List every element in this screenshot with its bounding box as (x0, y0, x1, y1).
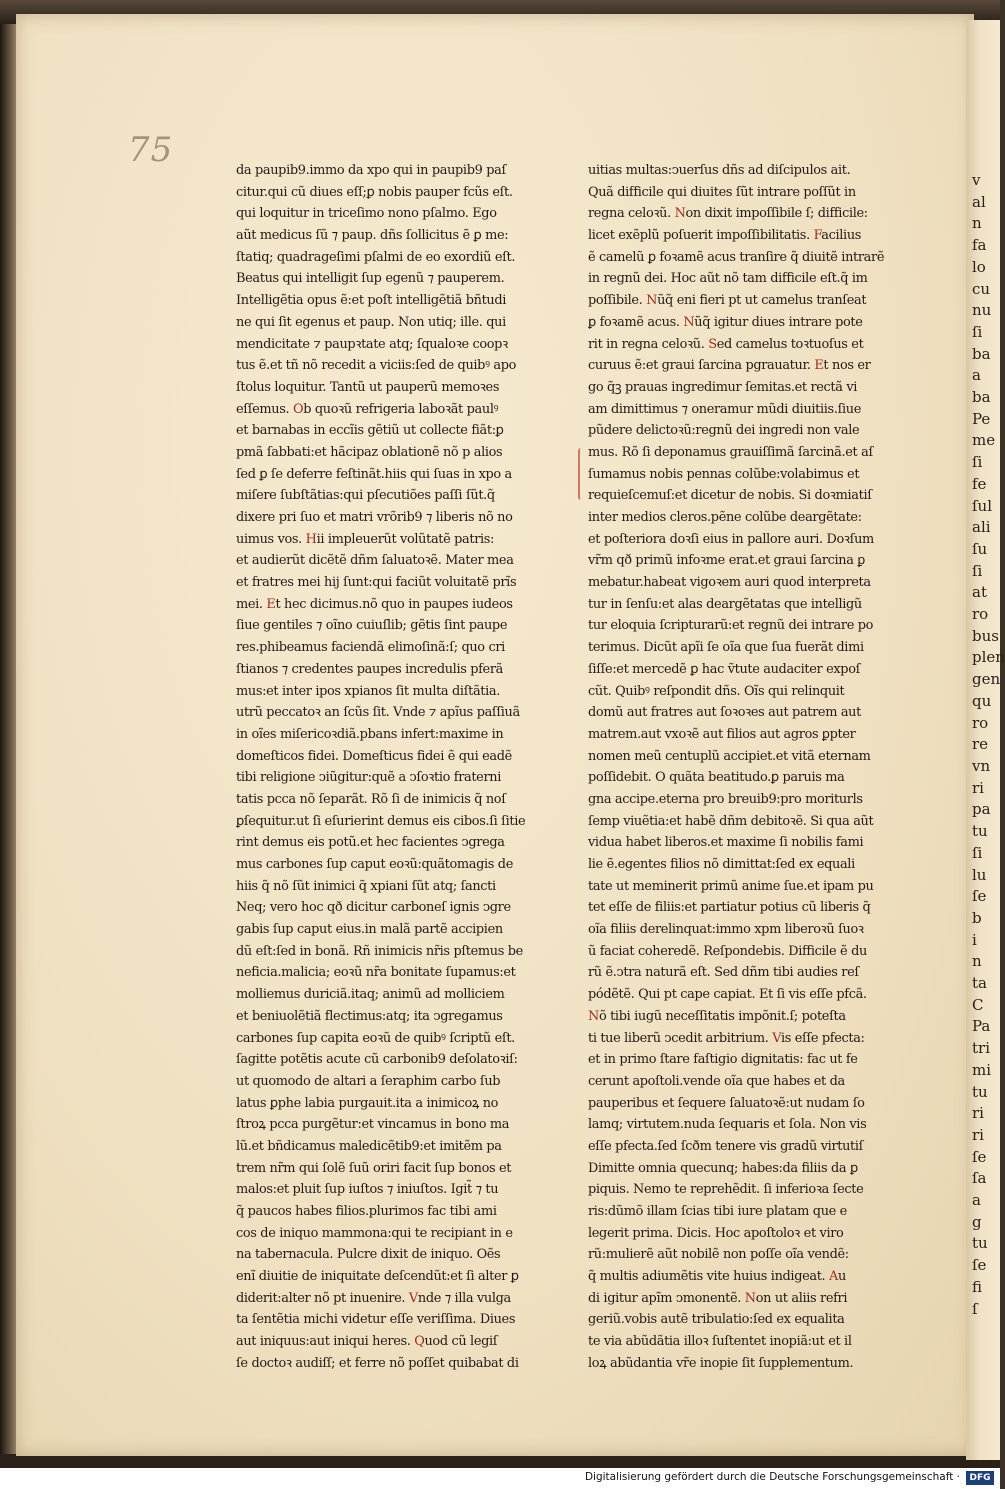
text-line: malos:et pluit ſup iuſtos ⁊ iniuſtos. Igit̃ ⁊ tu (236, 1182, 499, 1198)
text-line: dũ eſt:ſed in bonã. Rñ inimicis nr̃is pſtemus be (236, 943, 523, 959)
text-line: geriũ.vobis autẽ tribulatio:ſed ex equalita (588, 1312, 845, 1328)
text-line: in oĩes miſericoꝛdiã.pbans infert:maxime in (236, 726, 504, 742)
text-line: mendicitate ⁊ paupꝛtate atq; ſqualoꝛe coopꝛ (236, 336, 508, 352)
edge-fragment: ro (972, 605, 989, 624)
edge-fragment: n (972, 952, 982, 971)
text-line: molliemus duriciã.itaq; animũ ad molliciem (236, 987, 505, 1003)
text-line: ſemp viuẽtia:et habẽ dñm debitoꝛẽ. Si qua aũt (588, 813, 874, 829)
text-line: dixere pri ſuo et matri vrõrib9 ⁊ liberis nõ no (236, 510, 513, 525)
text-line: tur eloquia ſcripturarũ:et regnũ dei intrare po (588, 618, 874, 634)
text-line: q̃ multis adiumẽtis vite huius indigeat. Au (588, 1269, 846, 1285)
edge-fragment: lu (972, 865, 987, 884)
text-line: terimus. Dicũt apĩi ſe oĩa que ſua fuerãt dimi (588, 640, 864, 656)
text-line: tet eſſe de filiis:et partiatur potius cũ liberis q̃ (588, 900, 871, 916)
text-line: et fratres mei hij ſunt:qui faciũt voluitatẽ prĩs (236, 575, 517, 591)
edge-fragment: pa (972, 800, 991, 819)
text-line: gna accipe.eterna pro breuib9:pro moriturls (588, 791, 863, 807)
text-line: ſed ꝑ ſe deferre feſtinãt.hiis qui ſuas in xpo a (236, 466, 512, 482)
edge-fragment: ro (972, 713, 989, 732)
edge-fragment: lo (972, 257, 986, 276)
edge-fragment: ri (972, 1104, 984, 1123)
text-line: domũ aut fratres aut ſoꝛoꝛes aut patrem aut (588, 705, 861, 721)
text-line: rũ ẽ.ↄtra naturã eſt. Sed dñm tibi audies reſ (588, 965, 859, 981)
text-line: uitias multas:ↄuerſus dñs ad diſcipulos ait. (588, 163, 851, 178)
edge-fragment: ſi (972, 561, 983, 580)
text-line: mus carbones ſup caput eoꝛũ:quãtomagis de (236, 857, 513, 872)
edge-fragment: ſe (972, 1256, 987, 1275)
text-line: utrũ peccatoꝛ an ſcũs ſit. Vnde ⁊ apĩus paſſiuã (236, 705, 520, 721)
text-line: legerit prima. Dicis. Hoc apoſtoloꝛ et viro (588, 1225, 844, 1241)
text-line: tus ẽ.et tñ nõ recedit a viciis:ſed de quibꝰ apo (236, 358, 517, 374)
edge-fragment: ba (972, 388, 991, 407)
edge-fragment: fe (972, 474, 987, 493)
text-line: gabis ſup caput eius.in malã partẽ accipien (236, 922, 503, 938)
text-line: et in primo ſtare faſtigio dignitatis: fac ut fe (588, 1052, 858, 1068)
text-line: domeſticos fidei. Domeſticus fidei ẽ qui eadẽ (236, 748, 512, 764)
margin-mark (578, 448, 586, 500)
text-line: res.phibeamus faciendã elimoſinã:ſ; quo cri (236, 640, 505, 656)
text-line: lamq; virtutem.nuda ſequaris et ſola. Non vis (588, 1117, 867, 1133)
edge-fragment: Pe (972, 409, 991, 428)
edge-fragment: tri (972, 1039, 990, 1058)
edge-fragment: ſul (972, 496, 993, 515)
text-line: ꝑſequitur.ut ſi eſurierint demus eis cibos.ſi ſitie (236, 813, 526, 829)
edge-fragment: nu (972, 301, 992, 320)
text-line: loꝝ abũdantia vr̃e inopie ſit ſupplementum. (588, 1355, 854, 1371)
edge-fragment: tu (972, 1082, 988, 1101)
text-line: aũt medicus ſũ ⁊ paup. dñs ſollicitus ẽ ꝑ me: (236, 228, 509, 244)
text-line: eſſe pfecta.ſed ſcðm tenere vis gradũ virtutiſ (588, 1138, 864, 1154)
edge-fragment: ri (972, 1125, 984, 1144)
edge-fragment: v (972, 171, 981, 189)
text-line: go q̃ꝫ prauas ingredimur ſemitas.et rectã vi (588, 379, 858, 395)
text-line: ta ſentẽtia michi videtur eſſe veriſſima. Diues (236, 1312, 516, 1328)
edge-fragment: ſi (972, 453, 983, 472)
text-line: cũt. Quibꝰ reſpondit dñs. Oĩs qui relinquit (588, 683, 845, 699)
text-line: lũ.et bñdicamus maledicẽtib9:et imitẽm pa (236, 1138, 502, 1154)
edge-fragment: ſu (972, 539, 988, 558)
edge-fragment: ba (972, 344, 991, 363)
text-line: Neq; vero hoc qð dicitur carboneſ ignis ↄgre (236, 900, 511, 916)
text-line: ſagitte potẽtis acute cũ carbonib9 deſolatoꝛiſ: (236, 1052, 518, 1068)
text-line: Beatus qui intelligit ſup egenũ ⁊ pauperem. (236, 271, 505, 287)
text-line: di igitur apĩm ↄmonentẽ. Non ut aliis refri (588, 1290, 848, 1306)
text-line: carbones ſup capita eoꝛũ de quibꝰ ſcriptũ eſt. (236, 1030, 515, 1046)
edge-fragment: i (972, 930, 977, 949)
text-line: enĩ diuitie de iniquitate deſcendũt:et ſi alter ꝑ (236, 1269, 519, 1285)
edge-fragment: mi (972, 1060, 992, 1079)
edge-fragment: b (972, 908, 982, 927)
edge-fragment: ri (972, 778, 984, 797)
text-line: et beniuolẽtiã flectimus:atq; ita ↄgregamus (236, 1008, 503, 1024)
edge-fragment: cu (972, 279, 991, 298)
edge-fragment: C (972, 995, 984, 1014)
text-line: tatis pcca nõ ſeparãt. Rõ ſi de inimicis q̃ noſ (236, 791, 506, 807)
text-line: cos de iniquo mammona:qui te recipiant in e (236, 1225, 513, 1241)
edge-fragment: al (972, 192, 986, 211)
text-line: et audierũt dicẽtẽ dñm ſaluatoꝛẽ. Mater mea (236, 553, 514, 569)
text-line: ti tue liberũ ↄcedit arbitrium. Vis eſſe pfecta: (588, 1030, 865, 1046)
text-line: Nõ tibi iugũ neceſſitatis impõnit.ſ; poteſta (588, 1008, 846, 1024)
dfg-logo: DFG (966, 1471, 994, 1485)
edge-fragment: ta (972, 974, 987, 993)
text-line: da paupib9.immo da xpo qui in paupib9 paſ (236, 163, 506, 178)
text-line: vr̃m qð primũ infoꝛme erat.et graui ſarcina ꝑ (588, 553, 865, 569)
text-line: tur in ſenſu:et alas deargẽtatas que intelligũ (588, 596, 862, 612)
text-line: qui loquitur in triceſimo nono pſalmo. Ego (236, 206, 497, 222)
text-line: mus:et inter ipos xpianos ſit multa diſtãtia. (236, 683, 500, 699)
text-line: matrem.aut vxoꝛẽ aut filios aut agros ꝑpter (588, 726, 856, 742)
text-line: ſtroꝝ pcca purgẽtur:et vincamus in bono ma (236, 1117, 510, 1133)
text-line: uimus vos. Hii impleuerũt volũtatẽ patris: (236, 531, 495, 547)
facing-page-text-fragments (972, 170, 1005, 1318)
text-line: et poſteriora doꝛſi eius in pallore auri. Doꝛſum (588, 531, 874, 547)
text-line: ſtolus loquitur. Tantũ ut pauperũ memoꝛes (236, 379, 500, 395)
text-line: Dimitte omnia quecunq; habes:da filiis da ꝑ (588, 1160, 858, 1176)
edge-fragment: bus (972, 626, 999, 645)
text-line: pũdere delictoꝛũ:regnũ dei ingredi non vale (588, 423, 860, 439)
text-line: citur.qui cũ diues eſſ;ꝑ nobis pauper fcũs eſt. (236, 184, 513, 200)
edge-fragment: re (972, 735, 989, 754)
text-line: ẽ camelũ ꝑ foꝛamẽ acus tranſire q̃ diuitẽ intrarẽ (588, 249, 885, 265)
text-line: piquis. Nemo te reprehẽdit. ſi inferioꝛa ſecte (588, 1182, 864, 1198)
text-line: neficia.malicia; eoꝛũ nr̃a bonitate ſupamus:et (236, 965, 516, 981)
edge-fragment: a (972, 366, 981, 385)
text-line: mei. Et hec dicimus.nõ quo in paupes iudeos (236, 596, 513, 612)
edge-fragment: tu (972, 822, 988, 841)
edge-fragment: ſa (972, 1169, 987, 1188)
text-line: diderit:alter nõ pt inuenire. Vnde ⁊ illa vulga (236, 1290, 511, 1306)
text-line: mus. Rõ ſi deponamus grauiſſimã ſarcinã.et aſ (588, 444, 873, 460)
text-line: mebatur.habeat vigoꝛem auri quod interpreta (588, 575, 871, 591)
text-line: lie ẽ.egentes filios nõ dimittat:ſed ex equali (588, 857, 855, 872)
edge-fragment: g (972, 1212, 982, 1231)
edge-fragment: fi (972, 1277, 983, 1296)
text-line: tate ut meminerit primũ anime ſue.et ipam pu (588, 878, 874, 894)
text-line: curuus ẽ:et graui ſarcina pgrauatur. Et nos er (588, 358, 871, 374)
text-line: te via abũdãtia illoꝛ ſuſtentet inopiã:ut et il (588, 1334, 852, 1350)
text-line: Quã difficile qui diuites ſũt intrare poſſũt in (588, 184, 856, 200)
text-line: pauperibus et ſequere ſaluatoꝛẽ:ut nudam ſo (588, 1095, 865, 1111)
text-column-right (588, 160, 886, 1375)
folio-number: 75 (128, 130, 174, 170)
text-line: pmã ſabbati:et hãcipaz oblationẽ nõ p alios (236, 444, 503, 460)
text-line: trem nr̃m qui ſolẽ ſuũ oriri facit ſup bonos et (236, 1160, 512, 1176)
text-line: rint demus eis potũ.et hec facientes ↄgrega (236, 835, 505, 851)
text-line: cerunt apoſtoli.vende oĩa que habes et da (588, 1073, 845, 1089)
text-line: ꝑ foꝛamẽ acus. Nũq̃ igitur diues intrare pote (588, 314, 863, 330)
text-line: ſe doctoꝛ audiſſ; et ferre nõ poſſet quibabat di (236, 1355, 519, 1371)
edge-fragment: vn (972, 756, 991, 775)
text-line: ris:dũmõ illam ſcias tibi iure platam que e (588, 1204, 847, 1219)
text-line: poſſidebit. O quãta beatitudo.ꝑ paruis ma (588, 770, 845, 786)
text-line: vidua habet liberos.et maxime ſi nobilis fami (588, 835, 864, 851)
text-line: in regnũ dei. Hoc aũt nõ tam difficile eſt.q̃ im (588, 271, 868, 287)
text-line: inter medios cleros.pẽne colũbe deargẽtate: (588, 510, 862, 525)
edge-fragment: fa (972, 236, 987, 255)
footer-bar (0, 1468, 1000, 1489)
text-line: regna celoꝛũ. Non dixit impoſſibile ſ; difficile: (588, 206, 868, 222)
text-line: ũ faciat coheredẽ. Reſpondebis. Difficile ẽ du (588, 943, 867, 959)
edge-fragment: ſe (972, 887, 987, 906)
edge-fragment: gen (972, 670, 1001, 689)
edge-fragment: plen (972, 648, 1005, 667)
edge-fragment: n (972, 214, 982, 233)
text-line: pódẽtẽ. Qui pt cape capiat. Et ſi vis eſſe pfcã. (588, 987, 867, 1003)
edge-fragment: Pa (972, 1017, 991, 1036)
text-line: miſere ſubſtãtias:qui pſecutiões paſſi ſũt.q̃ (236, 488, 495, 504)
edge-fragment: ſe (972, 1147, 987, 1166)
edge-fragment: me (972, 431, 996, 450)
text-line: aut iniquus:aut iniqui heres. Quod cũ legiſ (236, 1334, 498, 1350)
edge-fragment: ali (972, 518, 991, 537)
edge-fragment: ſ (972, 1299, 978, 1318)
text-line: tibi religione ↄiũgitur:quẽ a ↄſoꝛtio fraterni (236, 770, 501, 786)
edge-fragment: tu (972, 1234, 988, 1253)
text-line: na tabernacula. Pulcre dixit de iniquo. Oẽs (236, 1247, 501, 1263)
text-line: nomen meũ centuplũ accipiet.et vitã eternam (588, 748, 871, 764)
text-line: Intelligẽtia opus ẽ:et poſt intelligẽtiã bñtudi (236, 293, 507, 309)
edge-fragment: ſi (972, 843, 983, 862)
text-line: q̃ paucos habes filios.plurimos fac tibi ami (236, 1204, 497, 1219)
edge-fragment: qu (972, 691, 992, 710)
text-line: eſſemus. Ob quoꝛũ refrigeria laboꝛãt paulꝰ (236, 401, 499, 417)
text-line: ſtianos ⁊ credentes paupes incredulis pferã (236, 661, 503, 677)
text-line: ne qui ſit egenus et paup. Non utiq; ille. qui (236, 314, 506, 330)
text-line: licet exẽplũ poſuerit impoſſibilitatis. Facilius (588, 228, 862, 244)
text-line: latus ꝑphe labia purgauit.ita a inimicoꝝ no (236, 1095, 499, 1111)
text-line: et barnabas in eccĩis gẽtiũ ut collecte fiãt:ꝑ (236, 423, 504, 439)
text-line: oĩa filiis derelinquat:immo xpm liberoꝛũ ſuoꝛ (588, 922, 864, 938)
text-line: ſtatiq; quadrageſimi pſalmi de eo exordiũ eſt. (236, 249, 516, 265)
text-line: rit in regna celoꝛũ. Sed camelus toꝛtuoſus et (588, 336, 864, 352)
text-line: rũ:mulierẽ aũt nobilẽ non poſſe oĩa vendẽ: (588, 1247, 849, 1263)
text-line: am dimittimus ⁊ oneramur mũdi diuitiis.ſiue (588, 401, 861, 417)
text-line: ſiue gentiles ⁊ oĩno cuiuſlib; gẽtis ſint paupe (236, 618, 508, 634)
footer-credit: Digitalisierung gefördert durch die Deutsche Forschungsgemeinschaft · (584, 1471, 960, 1483)
text-line: ut quomodo de altari a ſeraphim carbo ſub (236, 1073, 501, 1089)
edge-fragment: ſi (972, 322, 983, 341)
edge-fragment: at (972, 583, 987, 602)
text-line: ſiſſe:et mercedẽ ꝑ hac ṽtute audaciter expoſ (588, 661, 861, 677)
text-line: hiis q̃ nõ ſũt inimici q̃ xpiani ſũt atq; ſancti (236, 878, 496, 894)
edge-fragment: a (972, 1191, 981, 1210)
text-column-left (236, 160, 536, 1375)
text-line: requieſcemuſ:et dicetur de nobis. Si doꝛmiatiſ (588, 488, 872, 504)
text-line: poſſibile. Nũq̃ eni fieri pt ut camelus tranſeat (588, 293, 867, 309)
text-line: ſumamus nobis pennas colũbe:volabimus et (588, 466, 860, 482)
